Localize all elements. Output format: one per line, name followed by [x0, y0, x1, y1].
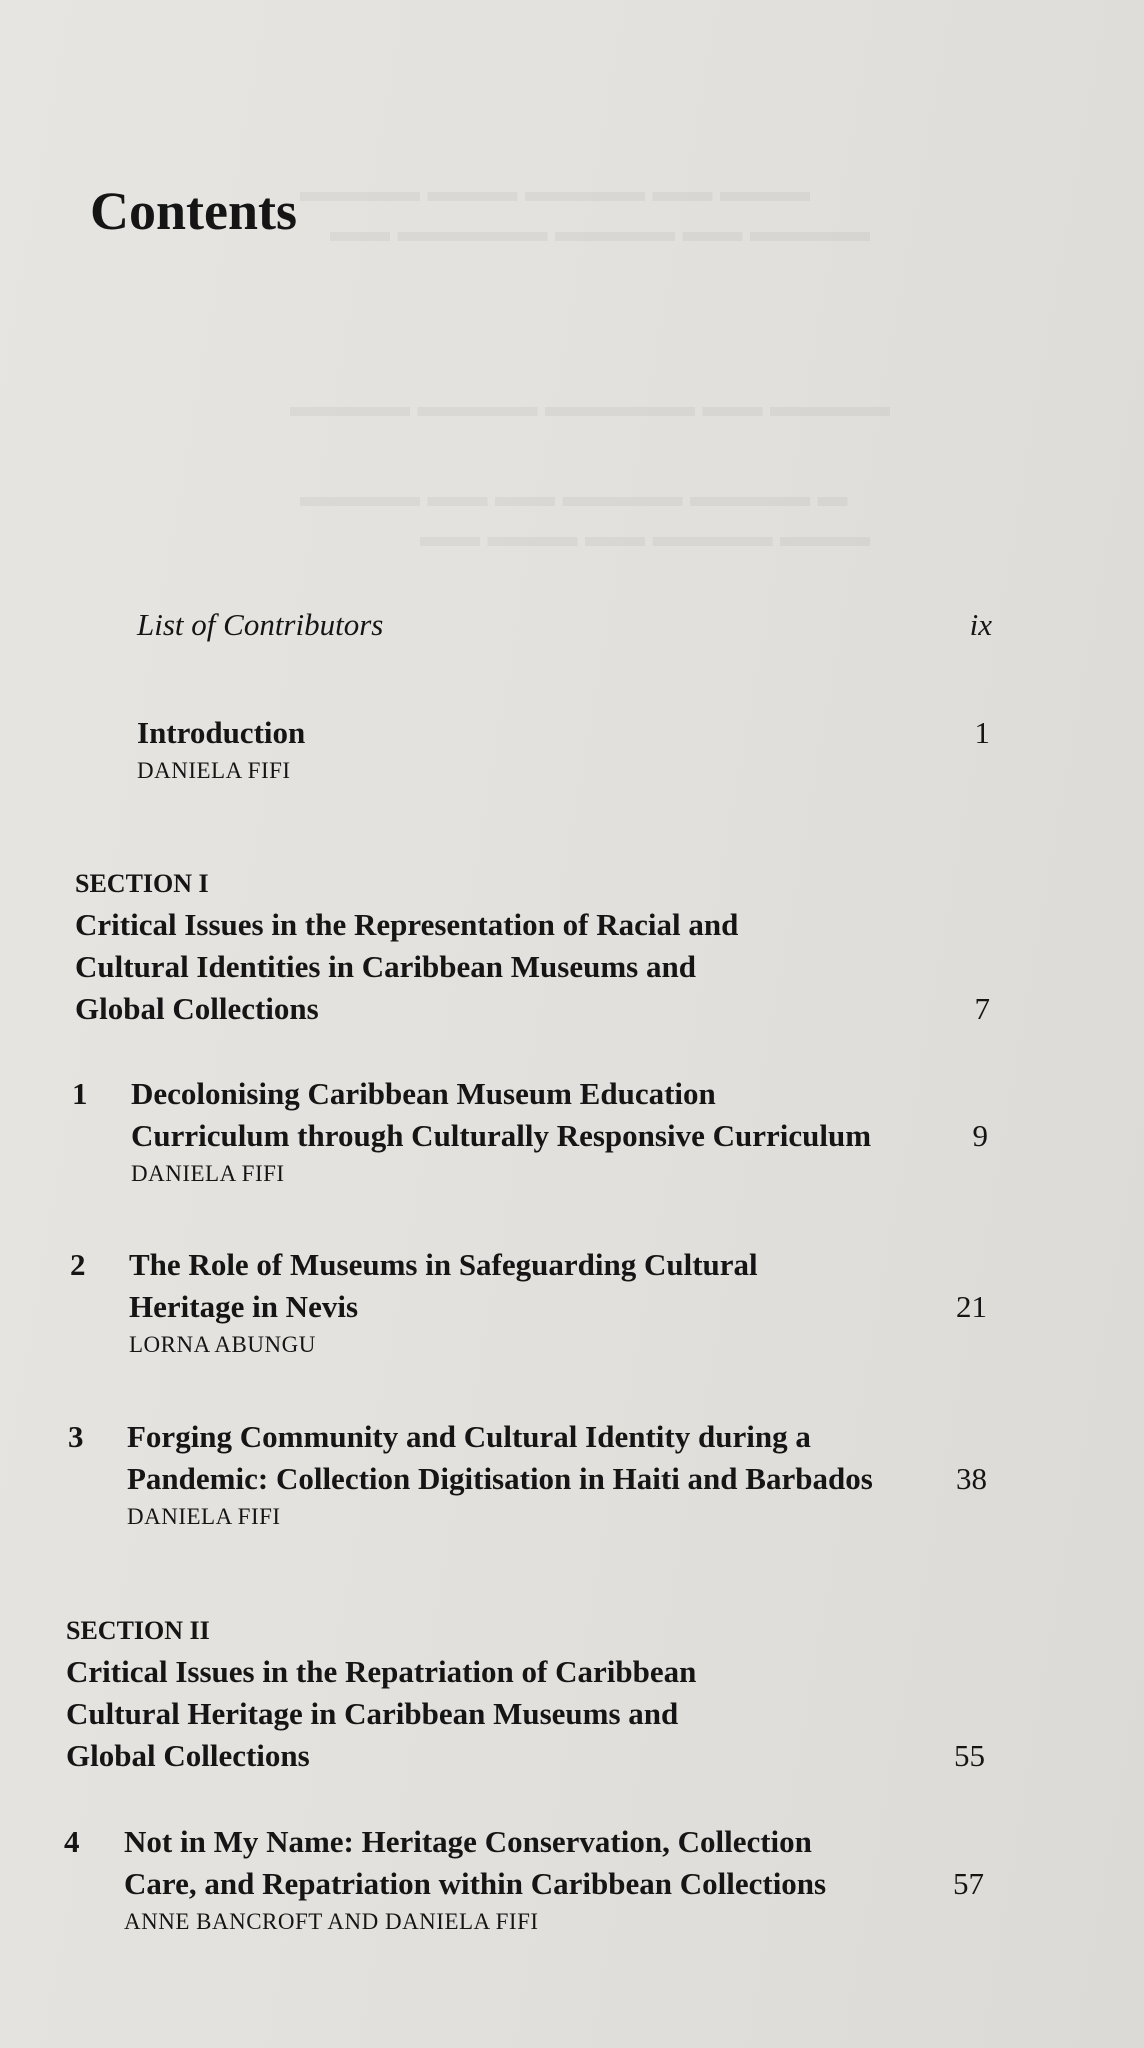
chapter-number: 1: [72, 1076, 88, 1111]
show-through-text: [300, 480, 848, 514]
toc-chapter-2[interactable]: [0, 1244, 1144, 1362]
toc-entry-contributors[interactable]: [0, 604, 1144, 646]
entry-author: DANIELA FIFI: [137, 758, 291, 783]
page-number: 57: [953, 1866, 984, 1901]
page-number: 1: [974, 715, 990, 750]
page-title: Contents: [90, 181, 298, 241]
toc-section-1[interactable]: [0, 864, 1144, 1030]
toc-section-2[interactable]: [0, 1611, 1144, 1777]
chapter-title-line: Pandemic: Collection Digitisation in Haiti and Barbados: [127, 1461, 873, 1496]
chapter-title-line: Heritage in Nevis: [129, 1289, 359, 1324]
show-through-text: [420, 520, 870, 554]
chapter-title-line: Curriculum through Culturally Responsive Curriculum: [131, 1118, 872, 1153]
toc-chapter-4[interactable]: [0, 1821, 1144, 1939]
toc-entry-introduction[interactable]: [0, 712, 1144, 788]
section-label: SECTION I: [75, 869, 209, 898]
entry-title: Introduction: [137, 715, 306, 750]
chapter-title-line: Decolonising Caribbean Museum Education: [131, 1076, 716, 1111]
page-number: 7: [974, 991, 990, 1026]
show-through-text: [330, 215, 870, 249]
entry-title: List of Contributors: [137, 607, 384, 642]
section-title-line: Global Collections: [66, 1738, 310, 1773]
page-number: 55: [954, 1738, 985, 1773]
chapter-number: 4: [64, 1824, 80, 1859]
chapter-author: LORNA ABUNGU: [129, 1332, 316, 1357]
show-through-text: [290, 390, 890, 424]
chapter-author: DANIELA FIFI: [127, 1504, 281, 1529]
section-title-line: Cultural Identities in Caribbean Museums and: [75, 949, 696, 984]
page-number: 38: [956, 1461, 987, 1496]
chapter-title-line: Care, and Repatriation within Caribbean Collections: [124, 1866, 827, 1901]
chapter-number: 3: [68, 1419, 84, 1454]
page-number: ix: [969, 607, 992, 642]
chapter-title-line: Forging Community and Cultural Identity during a: [127, 1419, 811, 1454]
section-title-line: Global Collections: [75, 991, 319, 1026]
page-number: 21: [956, 1289, 987, 1324]
section-title-line: Critical Issues in the Repatriation of Caribbean: [66, 1654, 697, 1689]
toc-chapter-1[interactable]: [0, 1073, 1144, 1191]
chapter-author: ANNE BANCROFT AND DANIELA FIFI: [124, 1909, 539, 1934]
page-number: 9: [972, 1118, 988, 1153]
chapter-title-line: Not in My Name: Heritage Conservation, Collection: [124, 1824, 812, 1859]
chapter-title-line: The Role of Museums in Safeguarding Cultural: [129, 1247, 758, 1282]
section-title-line: Cultural Heritage in Caribbean Museums and: [66, 1696, 679, 1731]
chapter-author: DANIELA FIFI: [131, 1161, 285, 1186]
show-through-text: [300, 175, 810, 209]
section-label: SECTION II: [66, 1616, 210, 1645]
toc-chapter-3[interactable]: [0, 1416, 1144, 1534]
chapter-number: 2: [70, 1247, 86, 1282]
section-title-line: Critical Issues in the Representation of Racial and: [75, 907, 739, 942]
